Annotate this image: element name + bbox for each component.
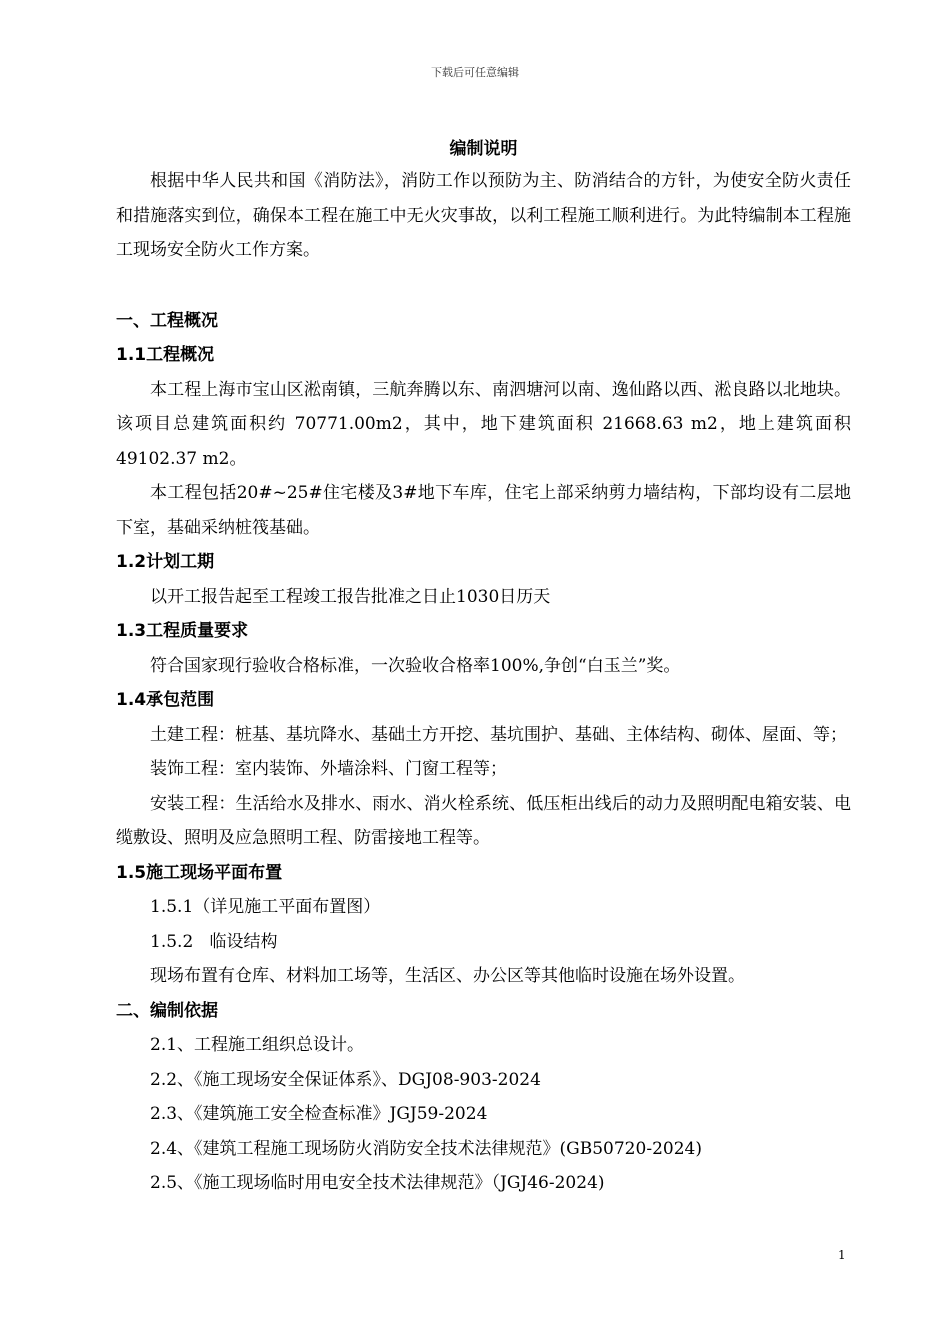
section-1-3-paragraph: 符合国家现行验收合格标准，一次验收合格率100%,争创“白玉兰”奖。 <box>150 655 681 676</box>
document-body <box>116 134 851 1201</box>
reference-item-2-4: 2.4、《建筑工程施工现场防火消防安全技术法律规范》(GB50720-2024) <box>150 1138 702 1159</box>
section-1-1-paragraph-1: 本工程上海市宝山区淞南镇，三航奔腾以东、南泗塘河以南、逸仙路以西、淞良路以北地块。该项目总建筑面积约 70771.00m2，其中，地下建筑面积 21668.63 m2，地上建筑面积 49102.37 m2。 <box>116 379 851 469</box>
page-header: 下载后可任意编辑 <box>431 66 519 79</box>
section-1-1-paragraph-2: 本工程包括20#~25#住宅楼及3#地下车库，住宅上部采纳剪力墙结构，下部均设有二层地下室，基础采纳桩筏基础。 <box>116 483 851 538</box>
page-number: 1 <box>838 1248 846 1262</box>
section-1-4-heading: 1.4承包范围 <box>116 690 215 710</box>
section-1-5-heading: 1.5施工现场平面布置 <box>116 862 283 883</box>
section-2-heading: 二、编制依据 <box>116 1000 218 1021</box>
section-1-2-paragraph: 以开工报告起至工程竣工报告批准之日止1030日历天 <box>150 586 551 607</box>
section-1-4-paragraph-civil: 土建工程：桩基、基坑降水、基础土方开挖、基坑围护、基础、主体结构、砌体、屋面、等； <box>150 724 847 745</box>
section-1-2-heading: 1.2计划工期 <box>116 552 215 572</box>
section-1-5-1-item: 1.5.1（详见施工平面布置图） <box>150 897 381 917</box>
section-1-3-heading: 1.3工程质量要求 <box>116 621 249 641</box>
document-title: 编制说明 <box>449 139 518 159</box>
section-1-5-2-item: 1.5.2 临设结构 <box>150 931 278 952</box>
reference-item-2-5: 2.5、《施工现场临时用电安全技术法律规范》（JGJ46-2024) <box>150 1173 605 1193</box>
section-1-4-paragraph-installation: 安装工程：生活给水及排水、雨水、消火栓系统、低压柜出线后的动力及照明配电箱安装、电缆敷设、照明及应急照明工程、防雷接地工程等。 <box>116 793 851 848</box>
section-1-heading: 一、工程概况 <box>116 310 218 331</box>
reference-item-2-1: 2.1、工程施工组织总设计。 <box>150 1035 365 1055</box>
section-1-5-paragraph: 现场布置有仓库、材料加工场等，生活区、办公区等其他临时设施在场外设置。 <box>150 966 745 986</box>
intro-paragraph: 根据中华人民共和国《消防法》，消防工作以预防为主、防消结合的方针，为使安全防火责任和措施落实到位，确保本工程在施工中无火灾事故，以利工程施工顺利进行。为此特编制本工程施工现场安全防火工作方案。 <box>116 171 851 260</box>
section-1-1-heading: 1.1工程概况 <box>116 345 215 365</box>
section-1-4-paragraph-decoration: 装饰工程：室内装饰、外墙涂料、门窗工程等； <box>150 759 507 779</box>
reference-item-2-2: 2.2、《施工现场安全保证体系》、DGJ08-903-2024 <box>150 1069 541 1090</box>
reference-item-2-3: 2.3、《建筑施工安全检查标准》JGJ59-2024 <box>150 1104 488 1124</box>
